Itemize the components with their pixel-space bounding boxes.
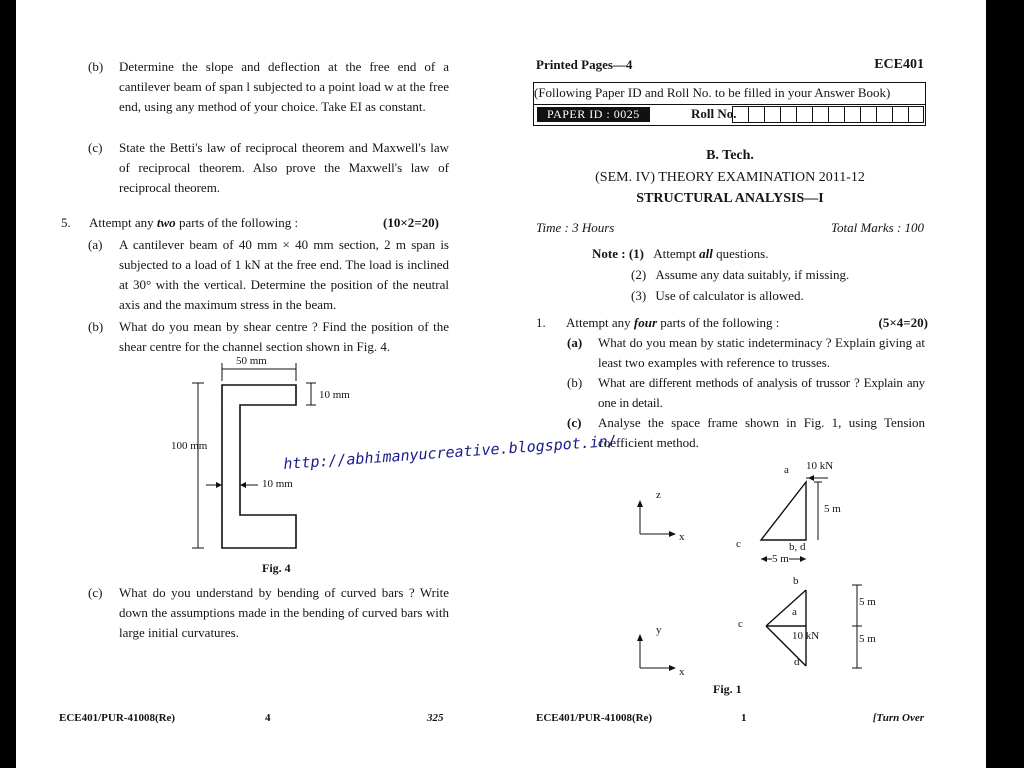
fig1-top-axis-x: x — [679, 531, 685, 543]
degree-title: B. Tech. — [706, 148, 754, 163]
question-5-suffix: parts of the following : — [178, 215, 299, 230]
fig1-caption: Fig. 1 — [713, 682, 742, 696]
fig1-top-node-bd: b, d — [789, 541, 806, 553]
question-1-number: 1. — [536, 315, 546, 330]
question-1c-text: Analyse the space frame shown in Fig. 1, using Tension coefficient method. — [598, 415, 925, 450]
question-5c-text: What do you understand by bending of curved bars ? Write down the assumptions made in the bending of curved bars with large initial curvatures. — [119, 585, 449, 640]
fig4-flange-label: 10 mm — [319, 389, 350, 401]
roll-label: Roll No. — [691, 106, 737, 121]
fig1-top-node-c: c — [736, 538, 741, 550]
fig1-top-node-a: a — [784, 464, 789, 476]
question-4b — [88, 57, 449, 114]
note-3-text: Use of calculator is allowed. — [655, 288, 804, 303]
fig4-caption: Fig. 4 — [262, 561, 291, 575]
question-1-prefix: Attempt any — [566, 315, 631, 330]
question-1c — [567, 413, 925, 450]
fig1-bottom-axis-y: y — [656, 624, 662, 636]
question-4c-text: State the Betti's law of reciprocal theorem and Maxwell's law of reciprocal theorem. Also prove the Maxwell's law of reciprocal theorem. — [119, 140, 449, 195]
question-1-suffix: parts of the following : — [660, 315, 780, 330]
subject-title: STRUCTURAL ANALYSIS—I — [636, 191, 824, 206]
note-1-emph: all — [699, 246, 713, 261]
question-5c-label: (c) — [88, 585, 103, 600]
note-1-post: questions. — [716, 246, 769, 261]
question-1a-text: What do you mean by static indeterminacy ? Explain giving at least two examples with reference to trusses. — [598, 335, 925, 370]
time-label: Time : 3 Hours — [536, 220, 615, 235]
left-footer-code: ECE401/PUR-41008(Re) — [59, 712, 176, 724]
left-footer-num: 325 — [427, 712, 444, 724]
note-3-label: (3) — [631, 288, 647, 303]
question-1a-label: (a) — [567, 335, 583, 350]
header-row — [536, 57, 924, 73]
note-1 — [592, 243, 932, 264]
question-1b — [567, 373, 925, 410]
fig1-bottom-h2: 5 m — [859, 633, 876, 645]
note-1-pre: Attempt — [653, 246, 696, 261]
left-footer — [59, 712, 479, 724]
question-5b-text: What do you mean by shear centre ? Find the position of the shear centre for the channel section shown in Fig. 4. — [119, 319, 449, 354]
note-2 — [592, 264, 932, 285]
paper-id-badge: PAPER ID : 0025 — [537, 107, 650, 122]
question-1c-label: (c) — [567, 415, 582, 430]
question-1b-text: What are different methods of analysis of trussor ? Explain any one in detail. — [598, 375, 925, 410]
fig1-top-axis-z: z — [656, 489, 661, 501]
fig4-height-label: 100 mm — [171, 440, 208, 452]
question-1a — [567, 333, 925, 370]
watermark-url: http://abhimanyucreative.blogspot.in/ — [282, 431, 618, 473]
question-5a — [88, 235, 449, 312]
fig1-bottom-axis-x: x — [679, 666, 685, 678]
fig1-bottom-node-d: d — [794, 656, 800, 668]
fig1-bottom-node-b: b — [793, 575, 799, 587]
fig4-web-label: 10 mm — [262, 478, 293, 490]
question-5-header — [61, 213, 461, 233]
fig1-top-base: 5 m — [772, 553, 789, 565]
question-5-emph: two — [156, 215, 176, 230]
question-5-marks: (10×2=20) — [383, 215, 439, 230]
notes — [592, 243, 932, 306]
question-4b-text: Determine the slope and deflection at the free end of a cantilever beam of span l subjected to a point load w at the free end, using any method of your choice. Take EI as constant. — [119, 59, 449, 114]
question-1b-label: (b) — [567, 375, 583, 390]
question-1-header — [536, 313, 928, 333]
question-5a-label: (a) — [88, 237, 103, 252]
question-1-emph: four — [633, 315, 658, 330]
note-2-text: Assume any data suitably, if missing. — [655, 267, 850, 282]
note-label: Note : (1) — [592, 246, 644, 261]
total-marks-label: Total Marks : 100 — [830, 220, 924, 235]
fig1-bottom-node-a: a — [792, 606, 797, 618]
right-footer-code: ECE401/PUR-41008(Re) — [536, 712, 653, 724]
question-4c-label: (c) — [88, 140, 103, 155]
exam-scan-page — [16, 0, 986, 768]
left-footer-page: 4 — [265, 712, 271, 724]
fig4-width-label: 50 mm — [236, 355, 267, 367]
question-5-prefix: Attempt any — [89, 215, 154, 230]
fig1-bottom-h1: 5 m — [859, 596, 876, 608]
exam-title: (SEM. IV) THEORY EXAMINATION 2011-12 — [595, 170, 865, 185]
fig1-bottom-load: 10 kN — [792, 630, 820, 642]
question-5a-text: A cantilever beam of 40 mm × 40 mm section, 2 m span is subjected to a load of 1 kN at the free end. The load is inclined at 30° with the vertical. Determine the position of the neutral axis and the maximum stress in the beam. — [119, 237, 449, 312]
paper-code: ECE401 — [874, 57, 924, 72]
fig1-top-height: 5 m — [824, 503, 841, 515]
note-2-label: (2) — [631, 267, 647, 282]
right-footer-page: 1 — [741, 712, 747, 724]
fig1-bottom-node-c: c — [738, 618, 743, 630]
question-1-marks: (5×4=20) — [878, 315, 928, 330]
note-3 — [592, 285, 932, 306]
right-footer — [536, 712, 924, 724]
question-5-number: 5. — [61, 215, 71, 230]
right-footer-turn: [Turn Over — [872, 712, 924, 724]
question-5b-label: (b) — [88, 319, 104, 334]
question-5b — [88, 317, 449, 354]
question-4c — [88, 138, 449, 195]
printed-pages: Printed Pages—4 — [536, 57, 633, 72]
question-5c — [88, 583, 449, 640]
fig1-top-load: 10 kN — [806, 460, 834, 472]
question-4b-label: (b) — [88, 59, 104, 74]
instruction-text: (Following Paper ID and Roll No. to be filled in your Answer Book) — [534, 83, 925, 105]
